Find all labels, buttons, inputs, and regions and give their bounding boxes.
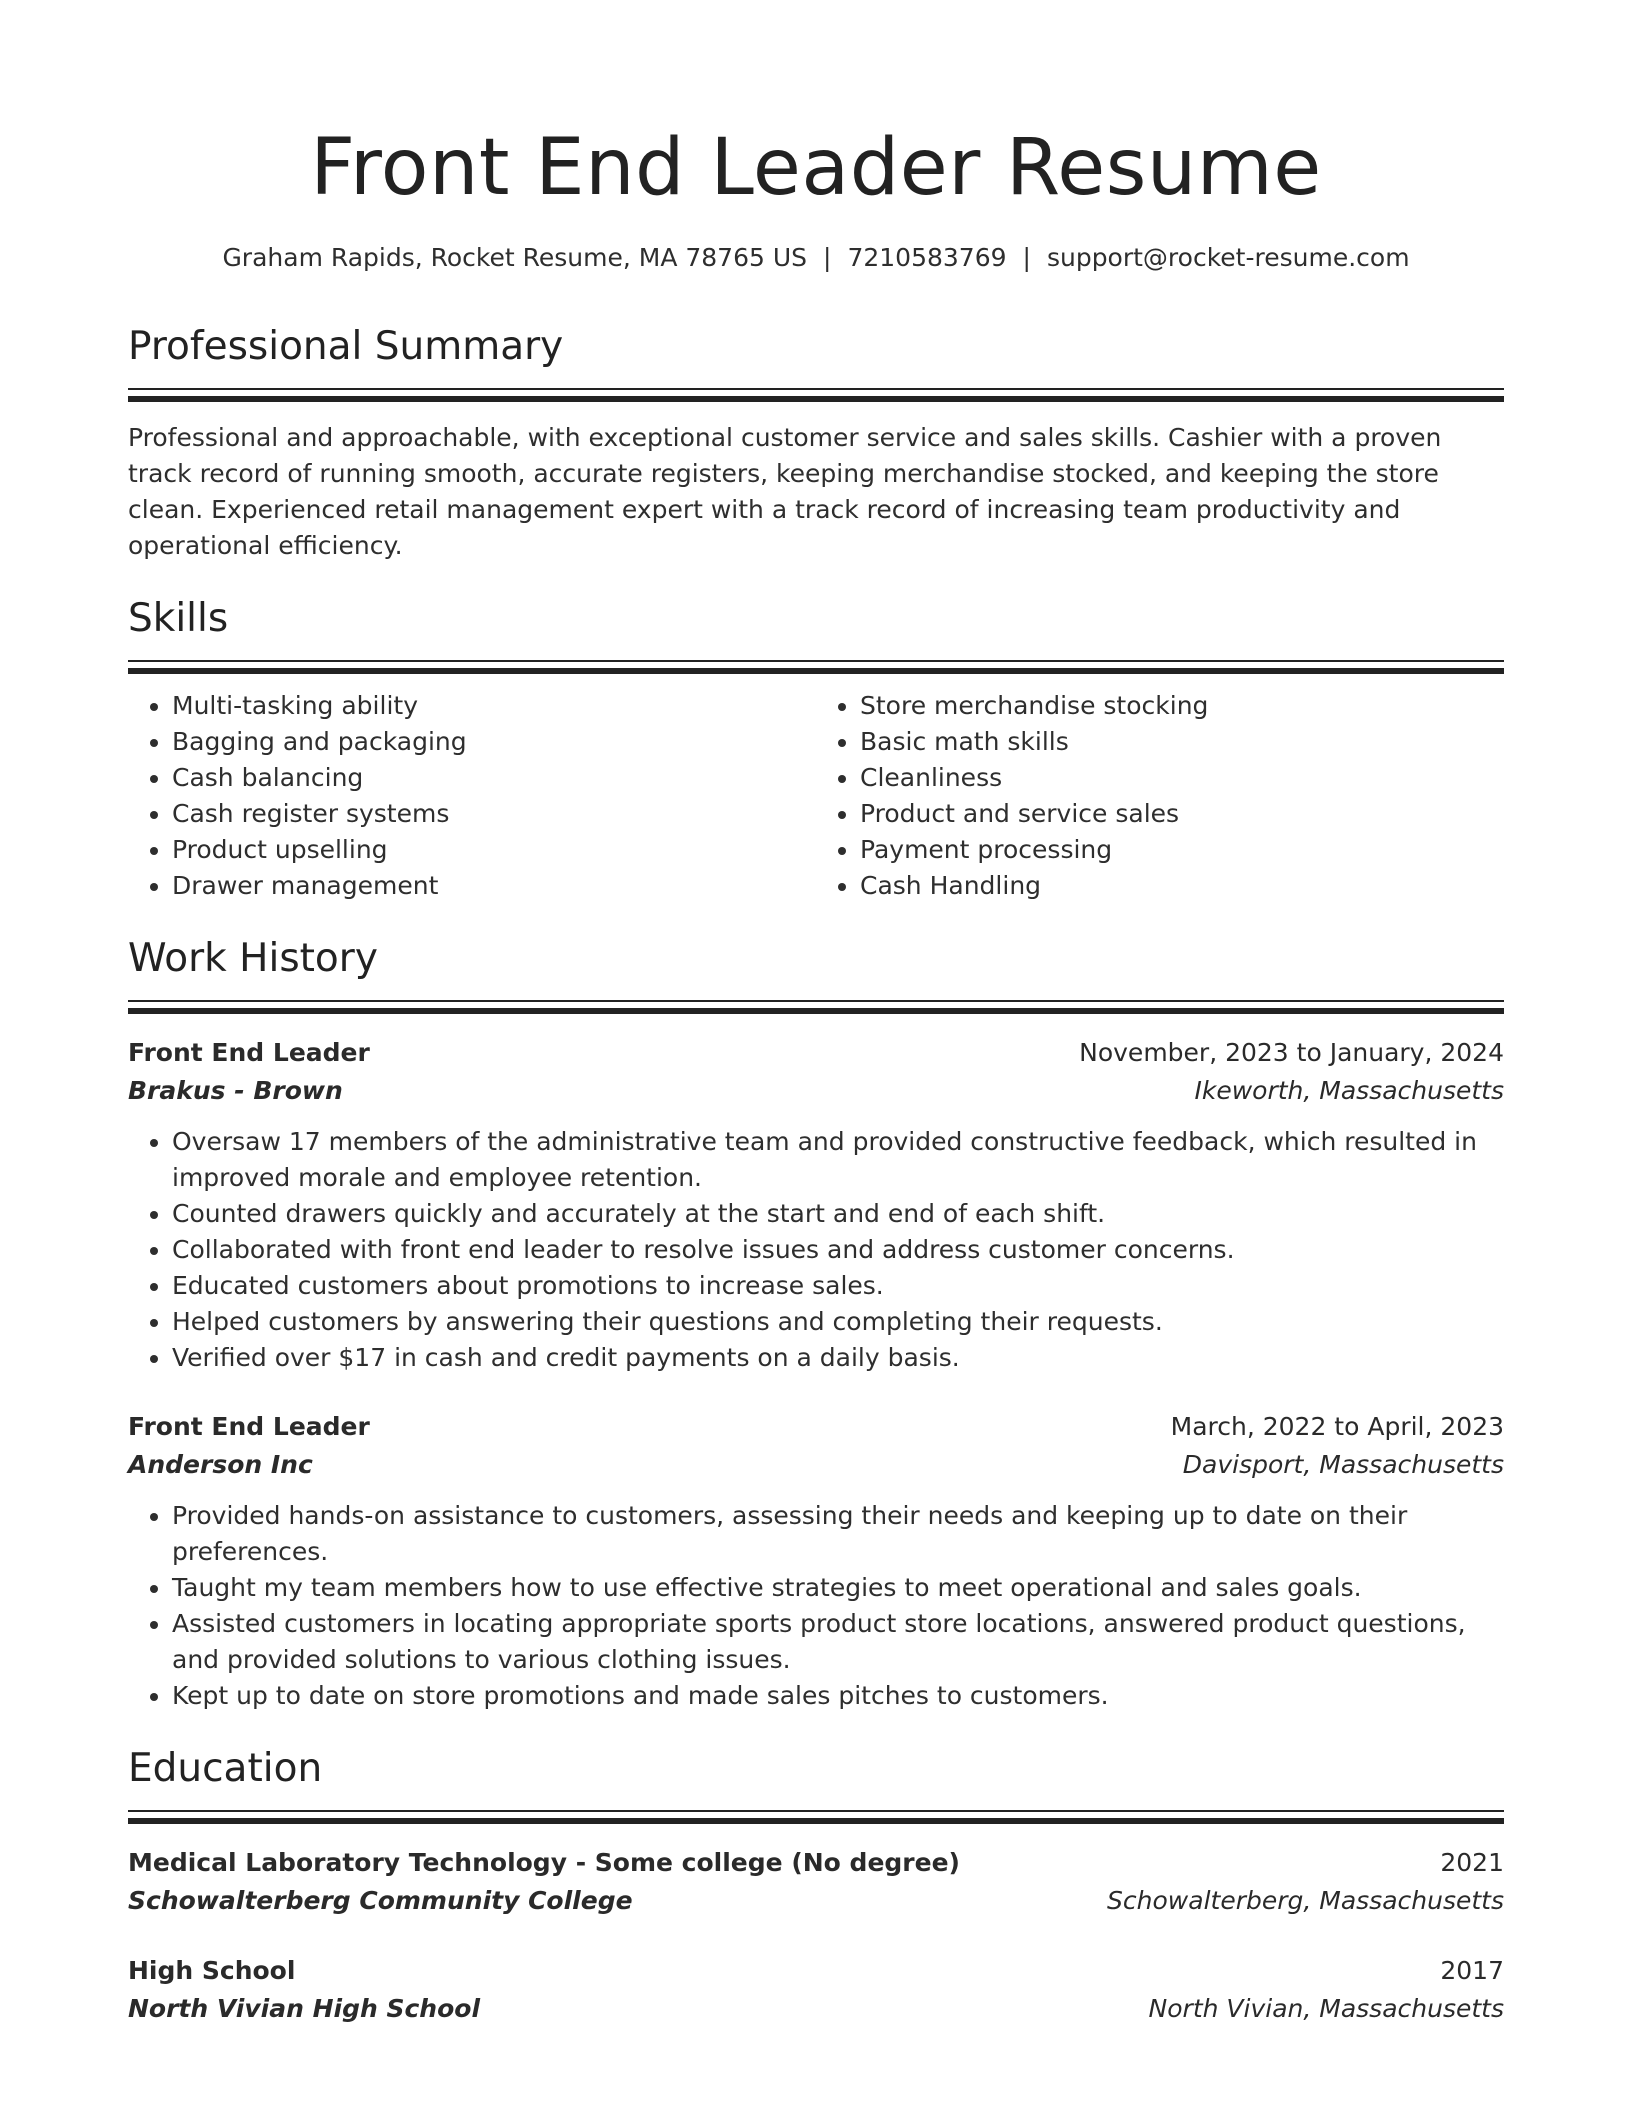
job-company: Anderson Inc [128, 1450, 313, 1479]
summary-text: Professional and approachable, with exceptional customer service and sales skills. Cashier with a proven track record of running smooth, accurate registers, keeping merchandise stocked, and keeping the store clean. Experienced retail management expert with a track record of increasing team productivity and operational efficiency. [128, 423, 1442, 560]
job-bullets [128, 1498, 1504, 1714]
contact-phone: 7210583769 [847, 243, 1007, 272]
job-title: Front End Leader [128, 1412, 370, 1441]
skill-item: • Store merchandise stocking [860, 688, 1504, 724]
education-header-row [128, 1844, 1504, 1882]
job-bullet: • Helped customers by answering their questions and completing their requests. [172, 1304, 1504, 1340]
section-divider [128, 1810, 1504, 1824]
education-location: Schowalterberg, Massachusetts [1107, 1886, 1504, 1915]
contact-separator: | [823, 243, 832, 272]
skills-columns [128, 688, 1504, 904]
contact-address: Graham Rapids, Rocket Resume, MA 78765 US [222, 243, 808, 272]
resume-title: Front End Leader Resume [310, 123, 1322, 213]
job-bullet: • Verified over $17 in cash and credit payments on a daily basis. [172, 1340, 1504, 1376]
education-school: Schowalterberg Community College [128, 1886, 633, 1915]
skill-item: • Cash register systems [172, 796, 816, 832]
skill-item: • Product and service sales [860, 796, 1504, 832]
job-company: Brakus - Brown [128, 1076, 343, 1105]
job-header-row [128, 1408, 1504, 1446]
job-bullets [128, 1124, 1504, 1376]
skill-item: • Multi-tasking ability [172, 688, 816, 724]
section-divider [128, 388, 1504, 402]
job-entry [128, 1034, 1504, 1376]
job-company-row [128, 1072, 1504, 1110]
job-bullet: • Counted drawers quickly and accurately at the start and end of each shift. [172, 1196, 1504, 1232]
education-entry [128, 1952, 1504, 2028]
skill-item: • Bagging and packaging [172, 724, 816, 760]
skills-heading: Skills [128, 596, 229, 641]
contact-separator: | [1022, 243, 1031, 272]
job-dates: March, 2022 to April, 2023 [1170, 1412, 1504, 1441]
education-year: 2017 [1440, 1956, 1504, 1985]
summary-section [128, 322, 1504, 564]
skills-section [128, 594, 1504, 904]
job-bullet: • Kept up to date on store promotions and made sales pitches to customers. [172, 1678, 1504, 1714]
education-header-row [128, 1952, 1504, 1990]
education-location: North Vivian, Massachusetts [1148, 1994, 1504, 2023]
skill-item: • Product upselling [172, 832, 816, 868]
education-entry [128, 1844, 1504, 1920]
work-history-section [128, 934, 1504, 1714]
job-bullet: • Provided hands-on assistance to customers, assessing their needs and keeping up to date on their preferences. [172, 1498, 1504, 1570]
skill-item: • Cash Handling [860, 868, 1504, 904]
job-bullet: • Oversaw 17 members of the administrative team and provided constructive feedback, which resulted in improved morale and employee retention. [172, 1124, 1504, 1196]
job-location: Davisport, Massachusetts [1182, 1450, 1504, 1479]
skill-item: • Payment processing [860, 832, 1504, 868]
job-bullet: • Taught my team members how to use effective strategies to meet operational and sales goals. [172, 1570, 1504, 1606]
education-section [128, 1744, 1504, 2028]
skill-item: • Basic math skills [860, 724, 1504, 760]
job-dates: November, 2023 to January, 2024 [1079, 1038, 1504, 1067]
job-entry [128, 1408, 1504, 1714]
job-bullet: • Educated customers about promotions to increase sales. [172, 1268, 1504, 1304]
job-bullet: • Collaborated with front end leader to resolve issues and address customer concerns. [172, 1232, 1504, 1268]
contact-email[interactable]: support@rocket-resume.com [1046, 243, 1410, 272]
section-divider [128, 1000, 1504, 1014]
education-school: North Vivian High School [128, 1994, 481, 2023]
job-title: Front End Leader [128, 1038, 370, 1067]
job-header-row [128, 1034, 1504, 1072]
skills-left-list [128, 688, 816, 904]
job-company-row [128, 1446, 1504, 1484]
education-degree: Medical Laboratory Technology - Some college (No degree) [128, 1848, 960, 1877]
skill-item: • Drawer management [172, 868, 816, 904]
skills-right-list [816, 688, 1504, 904]
skill-item: • Cleanliness [860, 760, 1504, 796]
education-school-row [128, 1882, 1504, 1920]
skill-item: • Cash balancing [172, 760, 816, 796]
job-location: Ikeworth, Massachusetts [1194, 1076, 1504, 1105]
education-year: 2021 [1440, 1848, 1504, 1877]
contact-line [128, 240, 1504, 276]
work-history-heading: Work History [128, 936, 378, 981]
education-heading: Education [128, 1746, 323, 1791]
section-divider [128, 660, 1504, 674]
job-bullet: • Assisted customers in locating appropriate sports product store locations, answered product questions, and provided solutions to various clothing issues. [172, 1606, 1504, 1678]
summary-heading: Professional Summary [128, 324, 564, 369]
education-school-row [128, 1990, 1504, 2028]
education-degree: High School [128, 1956, 296, 1985]
